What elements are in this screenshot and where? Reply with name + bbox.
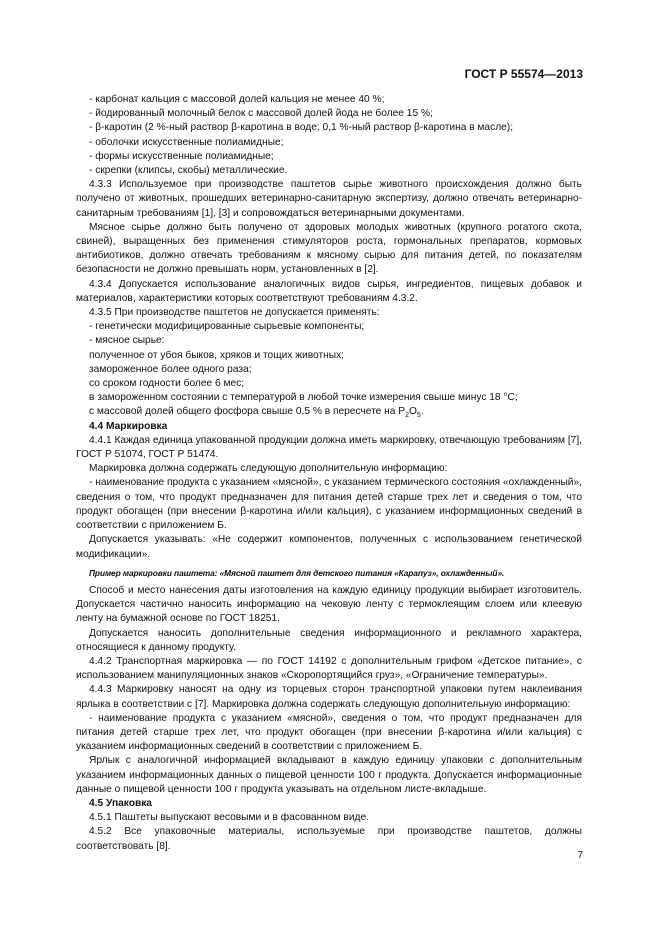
paragraph-text: O bbox=[408, 406, 417, 418]
section-heading bbox=[76, 797, 582, 811]
paragraph bbox=[76, 655, 582, 683]
paragraph-text: полученное от убоя быков, хряков и тощих животных; bbox=[89, 349, 345, 361]
paragraph bbox=[76, 811, 582, 825]
paragraph bbox=[76, 150, 582, 164]
paragraph-text: - генетически модифицированные сырьевые компоненты; bbox=[89, 321, 365, 333]
paragraph bbox=[76, 136, 582, 150]
paragraph bbox=[76, 391, 582, 405]
paragraph bbox=[76, 476, 582, 533]
paragraph bbox=[76, 278, 582, 306]
paragraph bbox=[76, 121, 582, 135]
page-number: 7 bbox=[577, 850, 583, 861]
paragraph bbox=[76, 221, 582, 278]
section-heading bbox=[76, 420, 582, 434]
paragraph-text: со сроком годности более 6 мес; bbox=[89, 378, 245, 390]
paragraph-text: 4.3.3 Используемое при производстве паштетов сырье животного происхождения должно быть получено от животных, прошедших ветеринарно-санитарную экспертизу, должно отвечать ветеринарно-санитарным требованиям [1], [3] и сопровождаться ветеринарными документами. bbox=[76, 179, 582, 219]
paragraph-text: - мясное сырье: bbox=[89, 335, 165, 347]
paragraph-text: замороженное более одного раза; bbox=[89, 363, 252, 375]
paragraph bbox=[76, 434, 582, 462]
paragraph-text: - скрепки (клипсы, скобы) металлические. bbox=[89, 165, 288, 177]
paragraph bbox=[76, 320, 582, 334]
paragraph-text: Допускается наносить дополнительные сведения информационного и рекламного характера, относящиеся к данному продукту. bbox=[76, 627, 582, 653]
paragraph-text: Способ и место нанесения даты изготовления на каждую единицу продукции выбирает изготовитель. Допускается частично наносить информацию на чековую ленту с термоклеящим слоем или клеевую ленту на бумажной основе по ГОСТ 18251. bbox=[76, 584, 582, 625]
paragraph-text: - карбонат кальция с массовой долей кальция не менее 40 %; bbox=[89, 94, 385, 105]
document-body bbox=[76, 93, 582, 854]
subscript: 5 bbox=[416, 412, 421, 420]
paragraph-text: 4.5 Упаковка bbox=[89, 797, 152, 809]
paragraph bbox=[76, 712, 582, 755]
paragraph bbox=[76, 306, 582, 320]
paragraph-text: с массовой долей общего фосфора свыше 0,5 % в пересчете на P bbox=[89, 406, 406, 418]
paragraph-text: - наименование продукта с указанием «мясной», сведения о том, что продукт предназначен для питания детей старше трех лет, что продукт обогащен (при внесении β-каротина и/или кальция) с указанием информационных сведений в соответствии с приложением Б. bbox=[76, 712, 582, 753]
paragraph-text: Мясное сырье должно быть получено от здоровых молодых животных (крупного рогатого скота, свиней), выращенных без применения стимуляторов роста, гормональных препаратов, кормовых антибиотиков, должно отвечать требованиям к мясному сырью для питания детей, по показателям безопасности не должно превышать норм, установленных в [2]. bbox=[76, 221, 582, 276]
example-note bbox=[76, 566, 582, 580]
paragraph-text: 4.3.4 Допускается использование аналогичных видов сырья, ингредиентов, пищевых добавок и материалов, характеристики которых соответствуют требованиям 4.3.2. bbox=[76, 278, 582, 304]
paragraph bbox=[76, 93, 582, 107]
paragraph-text: 4.4 Маркировка bbox=[89, 420, 168, 432]
paragraph-text: - β-каротин (2 %-ный раствор β-каротина в воде; 0,1 %-ный раствор β-каротина в масле); bbox=[89, 122, 514, 134]
paragraph-text: 4.4.1 Каждая единица упакованной продукции должна иметь маркировку, отвечающую требованиям [7], ГОСТ Р 51074, ГОСТ Р 51474. bbox=[76, 434, 582, 461]
paragraph bbox=[76, 349, 582, 363]
paragraph-text: . bbox=[420, 406, 424, 418]
paragraph bbox=[76, 178, 582, 221]
paragraph bbox=[76, 107, 582, 121]
paragraph-text: Маркировка должна содержать следующую дополнительную информацию: bbox=[89, 463, 448, 475]
paragraph bbox=[76, 334, 582, 348]
document-id-header: ГОСТ Р 55574—2013 bbox=[464, 67, 583, 81]
paragraph-text: 4.5.1 Паштеты выпускают весовыми и в фасованном виде. bbox=[89, 812, 369, 824]
paragraph bbox=[76, 825, 582, 853]
paragraph bbox=[76, 363, 582, 377]
paragraph bbox=[76, 405, 582, 419]
paragraph-text: - формы искусственные полиамидные; bbox=[89, 150, 274, 162]
paragraph-text: в замороженном состоянии с температурой в любой точке измерения свыше минус 18 °С; bbox=[89, 392, 518, 404]
paragraph-text: - наименование продукта с указанием «мясной», с указанием термического состояния «охлажденный», сведения о том, что продукт предназначен для питания детей старше трех лет и сведения о том, что продукт обогащен (при внесении β-каротина и/или кальция), с указанием информационных сведений в соответствии с приложением Б. bbox=[76, 477, 582, 532]
paragraph bbox=[76, 462, 582, 476]
paragraph bbox=[76, 377, 582, 391]
paragraph bbox=[76, 584, 582, 627]
subscript: 2 bbox=[405, 412, 409, 420]
paragraph-text: Допускается указывать: «Не содержит компонентов, полученных с использованием генетической модификации». bbox=[76, 534, 582, 560]
paragraph bbox=[76, 164, 582, 178]
paragraph bbox=[76, 533, 582, 561]
paragraph-text: - оболочки искусственные полиамидные; bbox=[89, 136, 284, 148]
paragraph-text: 4.4.2 Транспортная маркировка — по ГОСТ 14192 с дополнительным грифом «Детское питание», с использованием манипуляционных знаков «Скоропортящийся груз», «Ограничение температуры». bbox=[76, 655, 582, 682]
paragraph-text: Пример маркировки паштета: «Мясной паштет для детского питания «Карапуз», охлажденный». bbox=[89, 567, 505, 578]
paragraph bbox=[76, 627, 582, 655]
paragraph bbox=[76, 754, 582, 797]
paragraph-text: - йодированный молочный белок с массовой долей йода не более 15 %; bbox=[89, 108, 433, 120]
paragraph-text: 4.5.2 Все упаковочные материалы, используемые при производстве паштетов, должны соответствовать [8]. bbox=[76, 826, 582, 852]
paragraph-text: 4.3.5 При производстве паштетов не допускается применять: bbox=[89, 307, 380, 319]
paragraph bbox=[76, 683, 582, 711]
paragraph-text: Ярлык с аналогичной информацией вкладывают в каждую единицу упаковки с дополнительным указанием информационных данных о пищевой ценности 100 г продукта. Допускается информационные данные о пищевой ценности 100 г продукта указывать на отдельном листе-вкладыше. bbox=[76, 755, 582, 795]
paragraph-text: 4.4.3 Маркировку наносят на одну из торцевых сторон транспортной упаковки путем наклеивания ярлыка в соответствии с [7]. Маркировка должна содержать следующую дополнительную информацию: bbox=[76, 684, 582, 710]
